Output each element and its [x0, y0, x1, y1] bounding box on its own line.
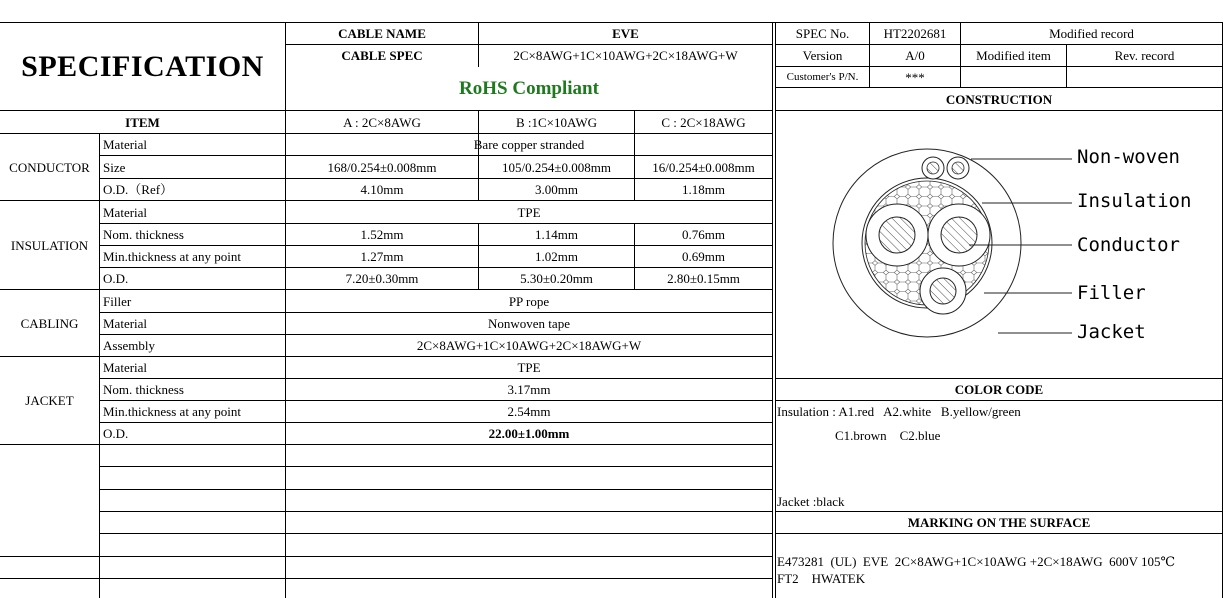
insulation-od-label: O.D.: [103, 271, 129, 286]
spec-no-value: HT2202681: [883, 26, 947, 41]
rohs-compliant-badge: RoHS Compliant: [459, 78, 599, 99]
cabling-material-label: Material: [103, 316, 148, 331]
version-label: Version: [802, 48, 843, 63]
col-b-header: B :1C×10AWG: [515, 114, 598, 130]
cabling-group-label: CABLING: [20, 315, 79, 331]
version-value: A/0: [905, 48, 925, 63]
marking-title: MARKING ON THE SURFACE: [907, 515, 1091, 530]
insulation-nom-b: 1.14mm: [535, 227, 578, 242]
jacket-nom-value: 3.17mm: [507, 382, 551, 397]
label-conductor: Conductor: [1077, 234, 1180, 256]
insulation-material-value: TPE: [517, 204, 541, 220]
conductor-size-c: 16/0.254±0.008mm: [652, 159, 755, 175]
jacket-min-label: Min.thickness at any point: [103, 404, 241, 419]
conductor-od-label: O.D.（Ref）: [103, 182, 174, 197]
construction-title: CONSTRUCTION: [945, 91, 1053, 107]
modified-record-header: Modified record: [1049, 26, 1134, 41]
insulation-min-label: Min.thickness at any point: [103, 249, 241, 264]
cabling-assembly-label: Assembly: [103, 338, 155, 353]
conductor-material-label: Material: [103, 137, 148, 152]
spec-no-label: SPEC No.: [795, 26, 850, 41]
label-insulation: Insulation: [1077, 190, 1192, 212]
marking-line-2: FT2 HWATEK: [777, 571, 866, 586]
insulation-nom-a: 1.52mm: [360, 227, 404, 242]
insulation-min-b: 1.02mm: [535, 249, 578, 264]
conductor-od-b: 3.00mm: [535, 182, 578, 197]
jacket-material-value: TPE: [517, 360, 541, 375]
jacket-nom-label: Nom. thickness: [103, 382, 184, 397]
jacket-min-value: 2.54mm: [507, 404, 551, 419]
conductor-od-a: 4.10mm: [360, 182, 404, 197]
color-code-title: COLOR CODE: [954, 382, 1044, 397]
modified-item-header: Modified item: [976, 48, 1051, 63]
cabling-assembly-value: 2C×8AWG+1C×10AWG+2C×18AWG+W: [416, 338, 642, 353]
label-filler: Filler: [1077, 282, 1146, 304]
conductor-size-a: 168/0.254±0.008mm: [327, 159, 437, 175]
insulation-group-label: INSULATION: [10, 237, 89, 253]
col-c-header: C : 2C×18AWG: [661, 114, 746, 130]
rev-record-header: Rev. record: [1114, 48, 1175, 63]
conductor-material-value: Bare copper stranded: [473, 137, 585, 152]
cable-spec-label: CABLE SPEC: [341, 48, 423, 63]
customer-pn-label: Customer's P/N.: [786, 70, 859, 83]
col-a-header: A : 2C×8AWG: [343, 114, 421, 130]
customer-pn-value: ***: [905, 69, 925, 85]
insulation-od-b: 5.30±0.20mm: [520, 271, 593, 286]
conductor-group-label: CONDUCTOR: [9, 159, 90, 175]
cabling-material-value: Nonwoven tape: [488, 316, 570, 331]
insulation-nom-c: 0.76mm: [682, 227, 725, 242]
page-title: SPECIFICATION: [21, 49, 264, 83]
cabling-filler-value: PP rope: [508, 293, 550, 309]
jacket-od-label: O.D.: [103, 426, 129, 441]
insulation-material-label: Material: [103, 204, 148, 220]
jacket-od-value: 22.00±1.00mm: [488, 426, 570, 441]
cable-spec-value: 2C×8AWG+1C×10AWG+2C×18AWG+W: [513, 48, 738, 63]
insulation-min-a: 1.27mm: [360, 249, 404, 264]
cable-name-label: CABLE NAME: [338, 26, 426, 41]
conductor-size-b: 105/0.254±0.008mm: [502, 159, 611, 175]
color-code-jacket: Jacket :black: [777, 494, 845, 509]
insulation-od-a: 7.20±0.30mm: [345, 271, 419, 286]
marking-line-1: E473281 (UL) EVE 2C×8AWG+1C×10AWG +2C×18AWG 600V 105℃: [777, 554, 1176, 569]
jacket-group-label: JACKET: [25, 393, 74, 408]
item-header: ITEM: [125, 114, 160, 130]
color-code-line-1: Insulation : A1.red A2.white B.yellow/green: [777, 404, 1021, 419]
jacket-material-label: Material: [103, 360, 148, 375]
label-jacket: Jacket: [1077, 321, 1146, 343]
conductor-size-label: Size: [103, 159, 126, 175]
cable-name-value: EVE: [612, 26, 639, 41]
label-non-woven: Non-woven: [1077, 146, 1180, 168]
insulation-min-c: 0.69mm: [682, 249, 725, 264]
conductor-od-c: 1.18mm: [682, 182, 725, 197]
color-code-line-2: C1.brown C2.blue: [835, 428, 941, 443]
insulation-od-c: 2.80±0.15mm: [667, 271, 740, 286]
cabling-filler-label: Filler: [103, 293, 132, 309]
insulation-nom-label: Nom. thickness: [103, 227, 184, 242]
